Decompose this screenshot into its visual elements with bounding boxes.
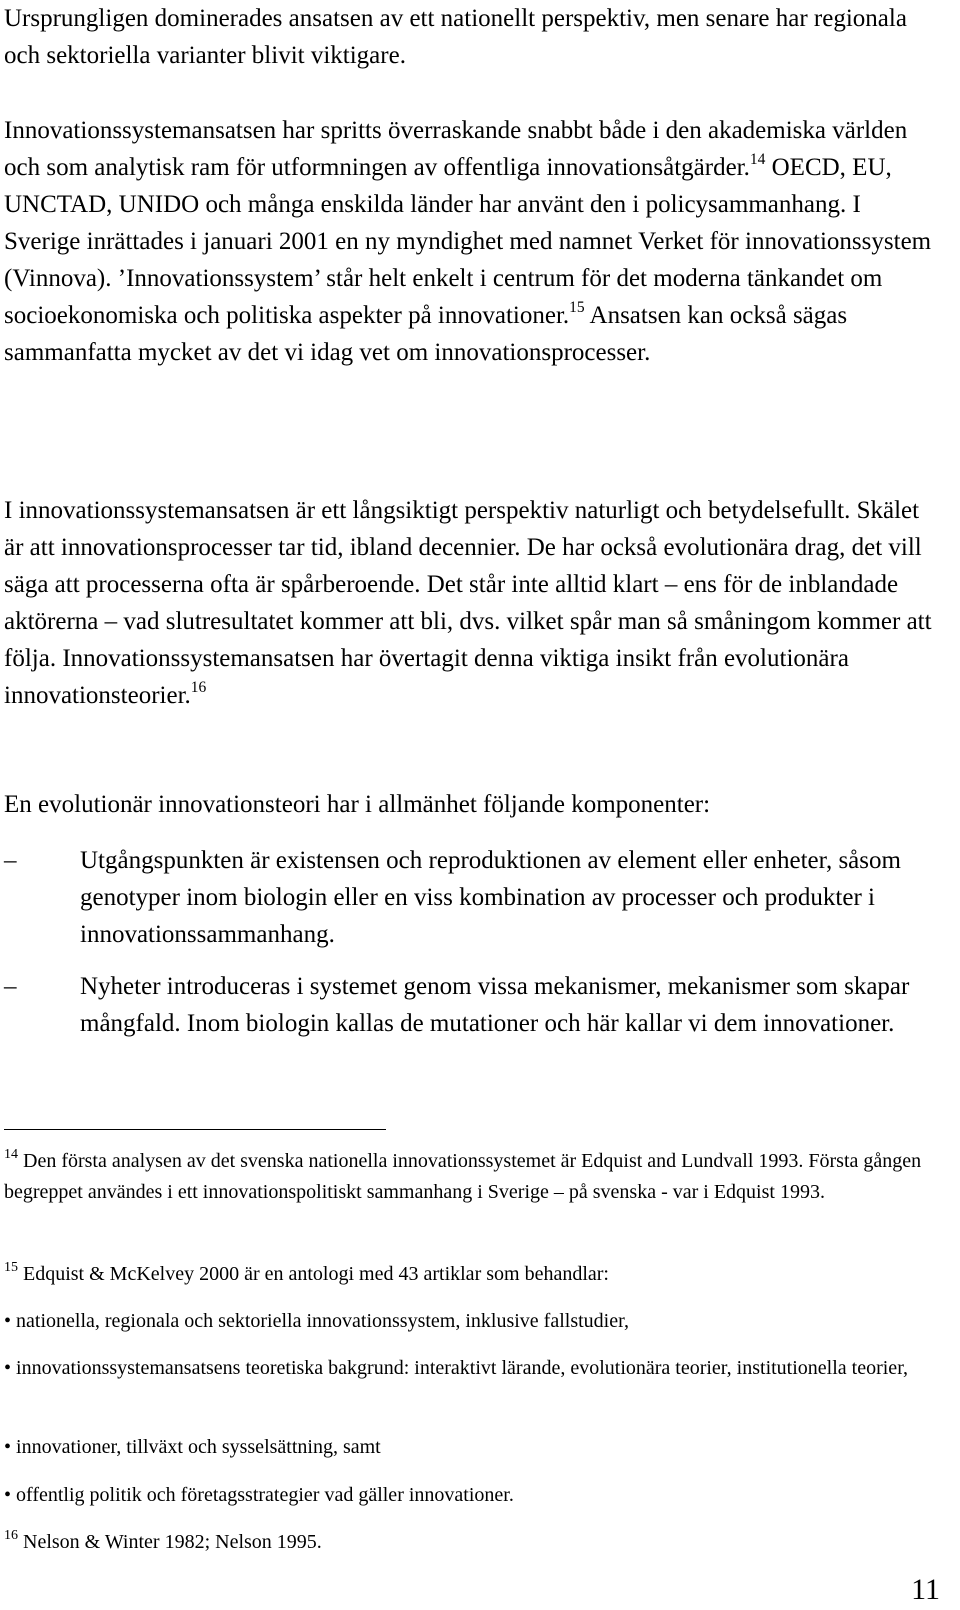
footnote-ref-16[interactable]: 16 <box>190 679 207 697</box>
paragraph-3-text <box>4 492 934 714</box>
footnote-15 <box>4 1259 934 1290</box>
paragraph-3-part-a: I innovationssystemansatsen är ett långsiktigt perspektiv naturligt och betydelsefullt. Skälet är att innovationsprocesser tar tid, ibland decennier. De har också evolutionära drag, det vill säga att processerna ofta är spårberoende. Det står inte alltid klart – ens för de inblandade aktörerna – vad slutresultatet kommer att bli, dvs. vilket spår man så småningom kommer att följa. Innovationssystemansatsen har övertagit denna viktiga insikt från evolutionära innovationsteorier. <box>4 497 932 709</box>
dash-list-item-text: Nyheter introduceras i systemet genom vissa mekanismer, mekanismer som skapar mångfald. Inom biologin kallas de mutationer och här kallar vi dem innovationer. <box>80 973 910 1037</box>
footnote-text: Den första analysen av det svenska nationella innovationssystemet är Edquist and Lundvall 1993. Första gången begreppet användes i ett innovationspolitiskt sammanhang i Sverige – på svenska - var i Edquist 1993. <box>4 1150 922 1203</box>
bullet-marker: • <box>4 1357 12 1379</box>
page-number: 11 <box>911 1573 940 1606</box>
dash-list-item <box>4 968 934 1042</box>
footnote-bullet-list <box>4 1306 934 1337</box>
paragraph-1-text: Ursprungligen dominerades ansatsen av ett nationellt perspektiv, men senare har regionala och sektoriella varianter blivit viktigare. <box>4 5 907 69</box>
paragraph-2-part-b: OECD, EU, UNCTAD, UNIDO och många enskilda länder har använt den i policysammanhang. I Sverige inrättades i januari 2001 en ny myndighet med namnet Verket för innovationssystem (Vinnova). ’Innovationssystem’ står helt enkelt i centrum för det moderna tänkandet om socioekonomiska och politiska aspekter på innovationer. <box>4 154 932 329</box>
footnote-bullet-item <box>4 1480 934 1511</box>
footnote-bullet-list <box>4 1432 934 1463</box>
paragraph-3 <box>4 492 934 714</box>
footnote-bullet-text: innovationer, tillväxt och sysselsättning, samt <box>16 1436 381 1458</box>
paragraph-4-text: En evolutionär innovationsteori har i allmänhet följande komponenter: <box>4 791 711 818</box>
footnote-number: 16 <box>4 1527 18 1543</box>
footnote-bullet-text: nationella, regionala och sektoriella innovationssystem, inklusive fallstudier, <box>16 1310 629 1332</box>
dash-list <box>4 842 934 953</box>
paragraph-4 <box>4 786 934 823</box>
footnote-ref-14[interactable]: 14 <box>749 151 766 169</box>
footnote-bullet-item <box>4 1353 934 1384</box>
footnote-number: 15 <box>4 1259 18 1275</box>
dash-list-item-text: Utgångspunkten är existensen och reproduktionen av element eller enheter, såsom genotyper inom biologin eller en viss kombination av processer och produkter i innovationssammanhang. <box>80 847 901 948</box>
footnote-bullet-item <box>4 1432 934 1463</box>
bullet-marker: • <box>4 1310 12 1332</box>
bullet-marker: • <box>4 1436 12 1458</box>
footnote-text: Edquist & McKelvey 2000 är en antologi med 43 artiklar som behandlar: <box>23 1263 609 1285</box>
footnote-14 <box>4 1146 934 1208</box>
dash-list <box>4 968 934 1042</box>
paragraph-1 <box>4 0 934 74</box>
footnote-bullet-text: offentlig politik och företagsstrategier vad gäller innovationer. <box>16 1484 514 1506</box>
footnote-ref-15[interactable]: 15 <box>569 299 585 317</box>
footnote-number: 14 <box>4 1146 18 1162</box>
footnote-separator <box>4 1129 386 1130</box>
dash-marker: – <box>4 847 17 874</box>
footnote-bullet-list <box>4 1353 934 1384</box>
footnote-bullet-item <box>4 1306 934 1337</box>
paragraph-2-text <box>4 112 934 371</box>
footnote-16 <box>4 1527 934 1558</box>
footnote-bullet-list <box>4 1480 934 1511</box>
footnote-bullet-text: innovationssystemansatsens teoretiska bakgrund: interaktivt lärande, evolutionära teorier, institutionella teorier, <box>16 1357 909 1379</box>
bullet-marker: • <box>4 1484 12 1506</box>
dash-list-item <box>4 842 934 953</box>
paragraph-2 <box>4 112 934 371</box>
dash-marker: – <box>4 973 17 1000</box>
paragraph-2-part-c: Ansatsen kan också sägas sammanfatta mycket av det vi idag vet om innovationsprocesser. <box>4 302 848 366</box>
paragraph-2-part-a: Innovationssystemansatsen har spritts överraskande snabbt både i den akademiska världen och som analytisk ram för utformningen av offentliga innovationsåtgärder. <box>4 117 908 181</box>
footnote-text: Nelson & Winter 1982; Nelson 1995. <box>23 1531 322 1553</box>
